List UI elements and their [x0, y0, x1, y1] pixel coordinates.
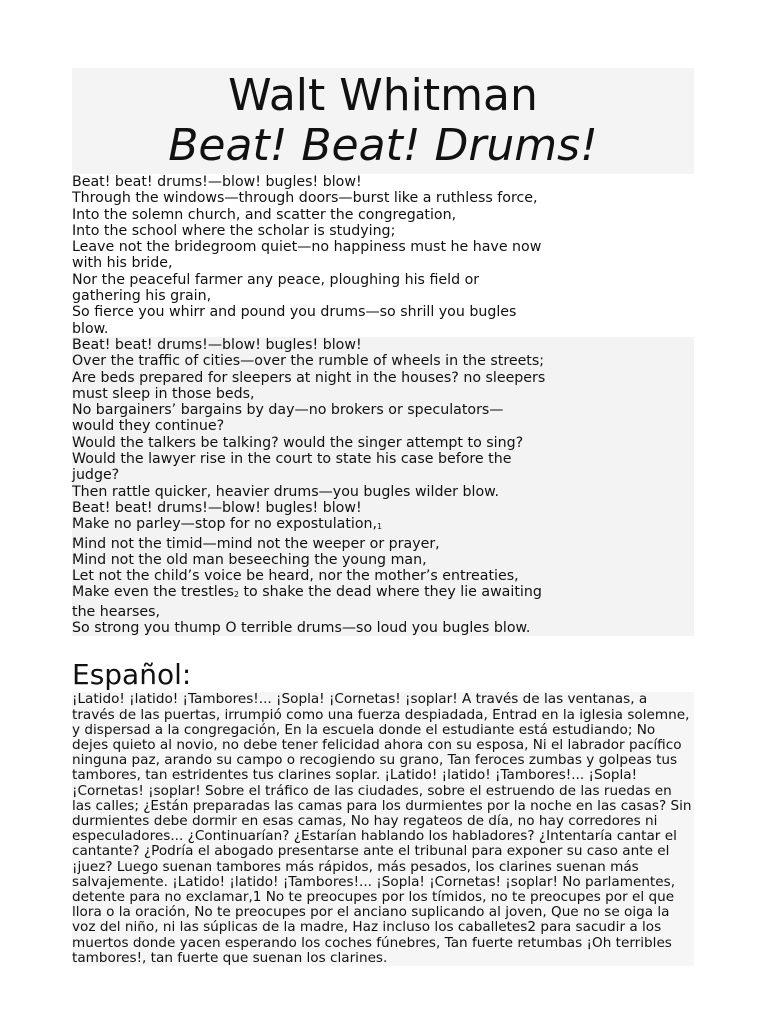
line-text: Make even the trestles: [72, 584, 234, 601]
translation-line: las calles; ¿Están preparadas las camas para los durmientes por la noche en las casas? Sin: [72, 797, 692, 814]
poem-header: [72, 68, 694, 174]
poem-line: judge?: [72, 467, 120, 484]
stanza-1: [72, 174, 572, 337]
translation-line: salvajemente. ¡Latido! ¡latido! ¡Tambores!... ¡Sopla! ¡Cornetas! ¡soplar! No parlamentes,: [72, 873, 676, 890]
poem-line: Then rattle quicker, heavier drums—you bugles wilder blow.: [72, 483, 499, 500]
poem-line: gathering his grain,: [72, 288, 212, 305]
translation-line: tambores, tan estridentes tus clarines soplar. ¡Latido! ¡latido! ¡Tambores!... ¡Sopla!: [72, 767, 638, 784]
translation-line: ¡Cornetas! ¡soplar! Sobre el tráfico de las ciudades, sobre el estruendo de las ruedas en: [72, 782, 672, 799]
poem-line: Into the solemn church, and scatter the congregation,: [72, 206, 457, 223]
poem-line: Beat! beat! drums!—blow! bugles! blow!: [72, 499, 362, 516]
spanish-heading: Español:: [72, 658, 192, 692]
translation-line: llora o la oración, No te preocupes por el anciano suplicando al joven, Que no se oiga la: [72, 904, 670, 921]
section-spacer: [72, 636, 694, 658]
poem-line: Mind not the old man beseeching the young man,: [72, 551, 427, 568]
poem-line: Would the talkers be talking? would the singer attempt to sing?: [72, 434, 524, 451]
translation-line: muertos donde yacen esperando los coches fúnebres, Tan fuerte retumbas ¡Oh terribles: [72, 934, 672, 951]
poem-line: Mind not the timid—mind not the weeper or prayer,: [72, 535, 440, 552]
stanza-2: [72, 337, 694, 500]
poem-line: Beat! beat! drums!—blow! bugles! blow!: [72, 336, 362, 353]
author-name: Walt Whitman: [228, 70, 538, 121]
translation-line: detente para no exclamar,1 No te preocupes por los tímidos, no te preocupes por el que: [72, 888, 675, 905]
poem-line: [72, 584, 694, 603]
translation-line: dejes quieto al novio, no debe tener felicidad ahora con su esposa, Ni el labrador pacífico: [72, 736, 682, 753]
line-text: to shake the dead where they lie awaiting: [238, 584, 542, 601]
poem-line: blow.: [72, 320, 109, 337]
document-page: [72, 68, 694, 966]
line-text: Make no parley—stop for no expostulation,: [72, 516, 378, 533]
poem-line: the hearses,: [72, 603, 161, 620]
translation-line: especuladores... ¿Continuarían? ¿Estarían hablando los habladores? ¿Intentaría cantar el: [72, 828, 677, 845]
footnote-marker: 2: [233, 590, 239, 600]
translation-line: tambores!, tan fuerte que suenan los clarines.: [72, 949, 388, 966]
poem-line: So strong you thump O terrible drums—so loud you bugles blow.: [72, 620, 531, 637]
translation-line: y dispersad a la congregación, En la escuela donde el estudiante está estudiando; No: [72, 721, 656, 738]
poem-line: must sleep in those beds,: [72, 385, 255, 402]
poem-line: Into the school where the scholar is studying;: [72, 222, 396, 239]
translation-line: voz del niño, ni las súplicas de la madre, Haz incluso los caballetes2 para sacudir a los: [72, 919, 662, 936]
poem-line: Would the lawyer rise in the court to state his case before the: [72, 451, 512, 468]
spanish-translation: [72, 692, 694, 966]
poem-line: Let not the child’s voice be heard, nor the mother’s entreaties,: [72, 568, 519, 585]
poem-line: Through the windows—through doors—burst like a ruthless force,: [72, 190, 538, 207]
poem-line: Leave not the bridegroom quiet—no happiness must he have now: [72, 239, 542, 256]
poem-line: with his bride,: [72, 255, 173, 272]
translation-line: ninguna paz, arando su campo o recogiendo su grano, Tan feroces zumbas y golpeas tus: [72, 752, 678, 769]
poem-line: Are beds prepared for sleepers at night in the houses? no sleepers: [72, 369, 546, 386]
poem-line: would they continue?: [72, 418, 225, 435]
poem-line: [72, 516, 694, 535]
translation-line: través de las puertas, irrumpió como una fuerza despiadada, Entrad en la iglesia solemne,: [72, 706, 690, 723]
footnote-marker: 1: [377, 522, 383, 532]
poem-line: Beat! beat! drums!—blow! bugles! blow!: [72, 174, 362, 190]
translation-line: ¡Latido! ¡latido! ¡Tambores!... ¡Sopla! ¡Cornetas! ¡soplar! A través de las ventanas, a: [72, 691, 648, 708]
poem-line: Nor the peaceful farmer any peace, ploughing his field or: [72, 271, 480, 288]
translation-line: durmientes debe dormir en esas camas, No hay regateos de día, no hay corredores ni: [72, 812, 658, 829]
poem-title: Beat! Beat! Drums!: [168, 120, 598, 171]
poem-line: No bargainers’ bargains by day—no brokers or speculators—: [72, 402, 504, 419]
poem-line: Over the traffic of cities—over the rumble of wheels in the streets;: [72, 353, 545, 370]
poem-line: So fierce you whirr and pound you drums—so shrill you bugles: [72, 304, 517, 321]
translation-line: ¡juez? Luego suenan tambores más rápidos, más pesados, los clarines suenan más: [72, 858, 639, 875]
translation-line: cantante? ¿Podría el abogado presentarse ante el tribunal para exponer su caso ante el: [72, 843, 670, 860]
stanza-3: [72, 500, 694, 636]
